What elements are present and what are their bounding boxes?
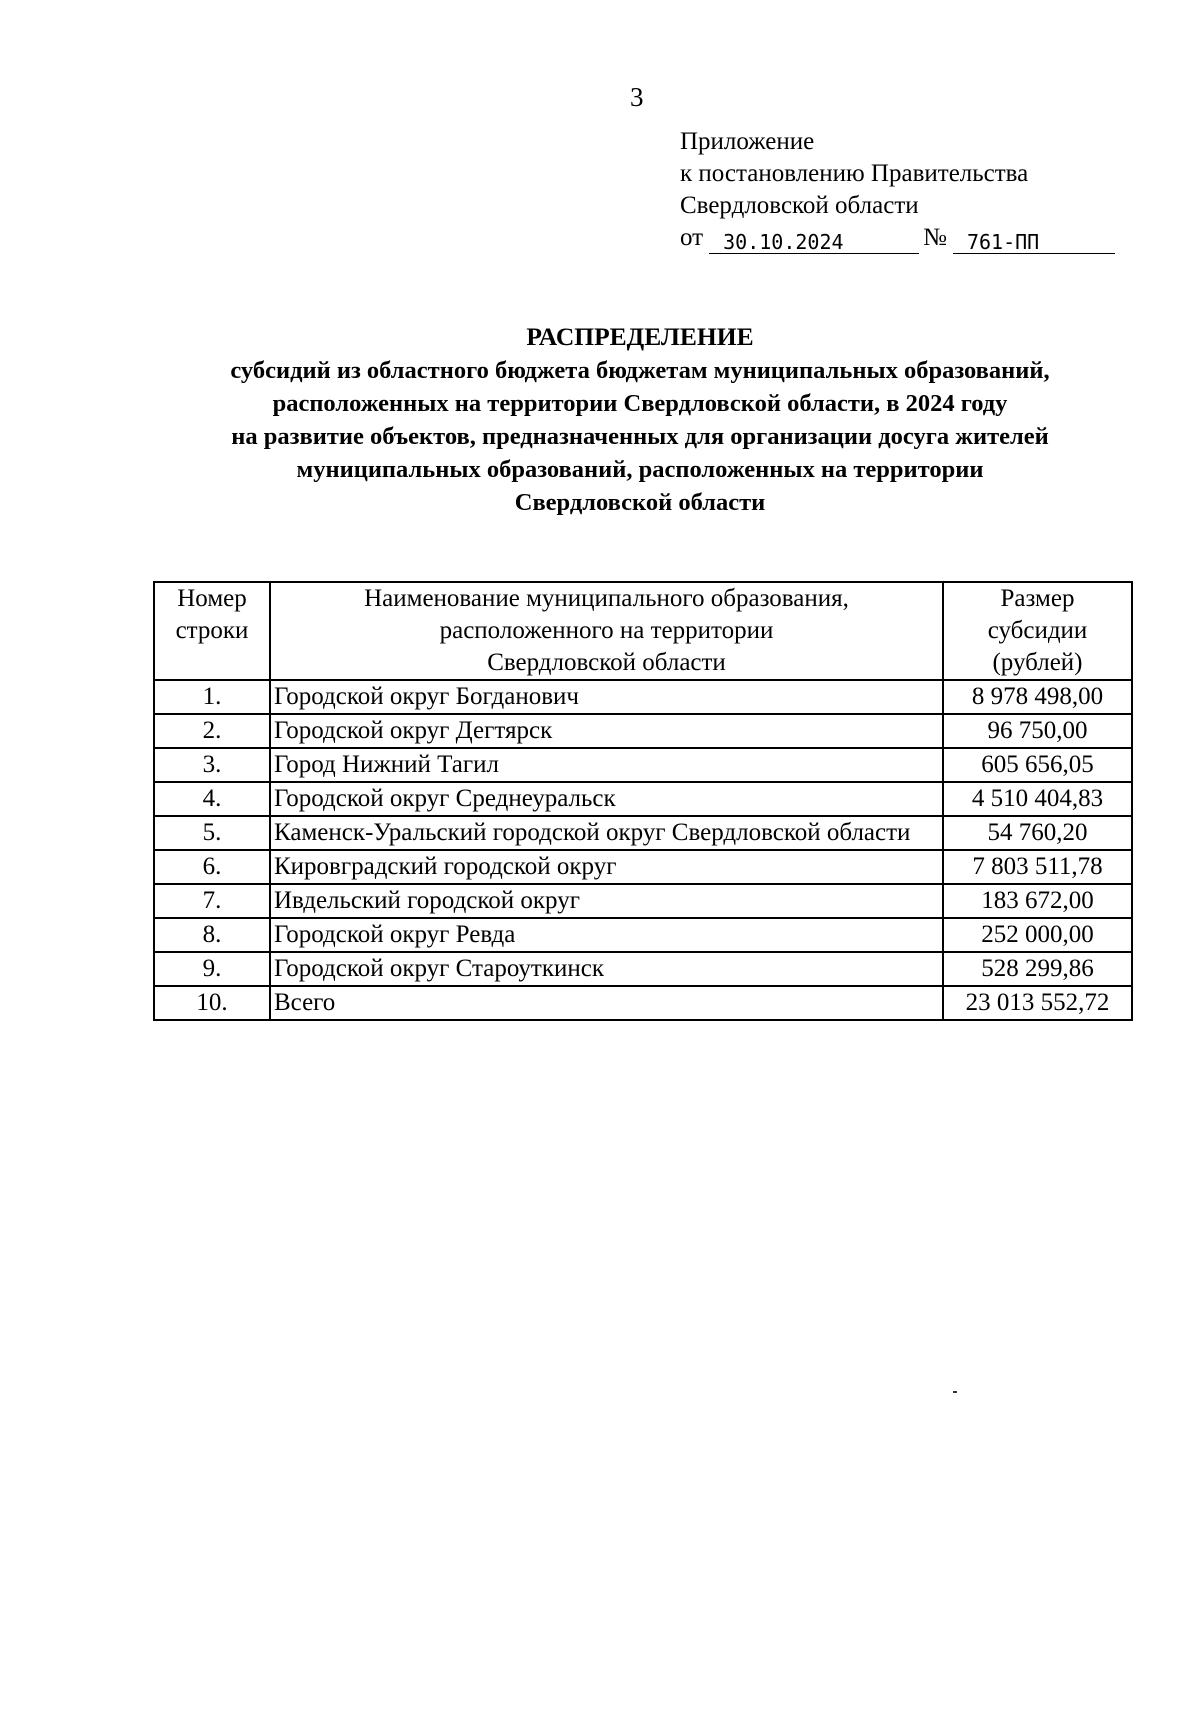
header-amount [943, 582, 1132, 680]
appendix-block [680, 126, 1115, 254]
header-text: Номер [177, 585, 247, 612]
row-number: 2. [154, 714, 270, 748]
subsidy-amount: 183 672,00 [943, 884, 1132, 918]
subsidy-amount: 252 000,00 [943, 918, 1132, 952]
header-text: Свердловской области [487, 649, 726, 676]
header-text: Наименование муниципального образования, [364, 585, 849, 612]
header-row-number [154, 582, 270, 680]
title-line-2: расположенных на территории Свердловской области, в 2024 году [272, 390, 1008, 417]
subsidy-table [153, 581, 1133, 1021]
municipality-name: Городской округ Староуткинск [270, 952, 943, 986]
header-text: (рублей) [992, 649, 1083, 676]
resolution-number: 761-ПП [953, 231, 1115, 254]
municipality-name: Городской округ Ревда [270, 918, 943, 952]
appendix-line-3: Свердловской области [680, 192, 919, 219]
table-row [154, 782, 1132, 816]
row-number: 8. [154, 918, 270, 952]
municipality-name: Каменск-Уральский городской округ Свердловской области [270, 816, 943, 850]
table-row [154, 748, 1132, 782]
number-label: № [923, 224, 947, 251]
appendix-line-1: Приложение [680, 128, 815, 155]
header-municipality [270, 582, 943, 680]
table-row [154, 680, 1132, 714]
document-title [80, 320, 1200, 519]
municipality-name: Всего [270, 986, 943, 1020]
subsidy-amount: 54 760,20 [943, 816, 1132, 850]
subsidy-amount: 528 299,86 [943, 952, 1132, 986]
row-number: 7. [154, 884, 270, 918]
table-row [154, 714, 1132, 748]
title-line-4: муниципальных образований, расположенных на территории [296, 456, 984, 483]
row-number: 1. [154, 680, 270, 714]
table-header-row [154, 582, 1132, 680]
table-row [154, 816, 1132, 850]
title-line-3: на развитие объектов, предназначенных для организации досуга жителей [231, 423, 1049, 450]
appendix-line-2: к постановлению Правительства [680, 160, 1029, 187]
row-number: 6. [154, 850, 270, 884]
subsidy-amount: 8 978 498,00 [943, 680, 1132, 714]
row-number: 4. [154, 782, 270, 816]
municipality-name: Город Нижний Тагил [270, 748, 943, 782]
row-number: 3. [154, 748, 270, 782]
header-text: субсидии [987, 617, 1088, 644]
municipality-name: Ивдельский городской округ [270, 884, 943, 918]
appendix-reference [680, 222, 1115, 254]
title-main: РАСПРЕДЕЛЕНИЕ [526, 322, 754, 351]
subsidy-amount: 7 803 511,78 [943, 850, 1132, 884]
table-row [154, 986, 1132, 1020]
date-prefix: от [680, 224, 704, 251]
table-row [154, 850, 1132, 884]
header-text: строки [175, 617, 249, 644]
scan-speck [953, 1391, 957, 1393]
municipality-name: Городской округ Богданович [270, 680, 943, 714]
title-line-5: Свердловской области [514, 489, 766, 516]
row-number: 10. [154, 986, 270, 1020]
row-number: 9. [154, 952, 270, 986]
subsidy-amount: 605 656,05 [943, 748, 1132, 782]
subsidy-amount: 4 510 404,83 [943, 782, 1132, 816]
header-text: расположенного на территории [439, 617, 774, 644]
page-number: 3 [630, 82, 644, 112]
table-row [154, 952, 1132, 986]
municipality-name: Городской округ Дегтярск [270, 714, 943, 748]
header-text: Размер [1000, 585, 1075, 612]
subsidy-amount: 23 013 552,72 [943, 986, 1132, 1020]
municipality-name: Городской округ Среднеуральск [270, 782, 943, 816]
table-row [154, 884, 1132, 918]
row-number: 5. [154, 816, 270, 850]
title-line-1: субсидий из областного бюджета бюджетам муниципальных образований, [230, 357, 1050, 384]
subsidy-amount: 96 750,00 [943, 714, 1132, 748]
table-row [154, 918, 1132, 952]
municipality-name: Кировградский городской округ [270, 850, 943, 884]
resolution-date: 30.10.2024 [709, 231, 919, 254]
